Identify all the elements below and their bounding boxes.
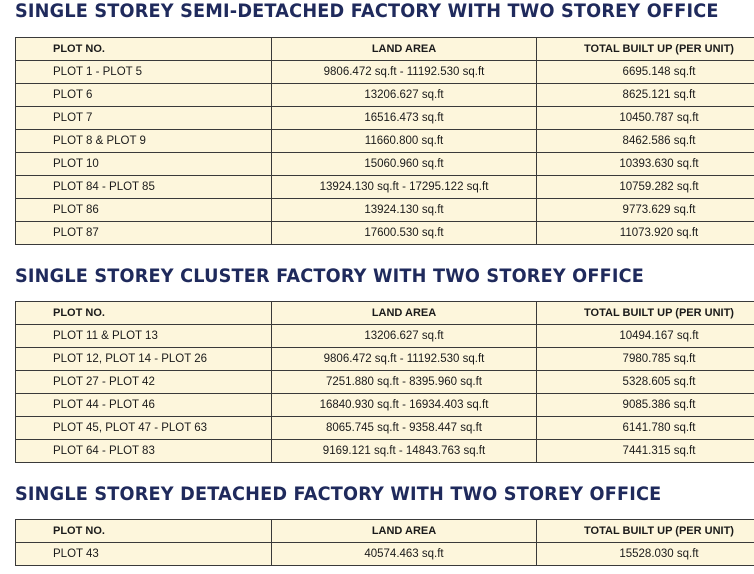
table-row bbox=[16, 394, 754, 417]
built-up-header: TOTAL BUILT UP (PER UNIT) bbox=[537, 38, 754, 61]
built-up-cell: 9085.386 sq.ft bbox=[537, 394, 754, 417]
plot-cell: PLOT 12, PLOT 14 - PLOT 26 bbox=[16, 348, 272, 371]
plot-no-header: PLOT NO. bbox=[16, 302, 272, 325]
plot-table bbox=[15, 301, 754, 463]
table-row bbox=[16, 348, 754, 371]
plot-cell: PLOT 6 bbox=[16, 84, 272, 107]
built-up-header: TOTAL BUILT UP (PER UNIT) bbox=[537, 302, 754, 325]
land-area-cell: 13924.130 sq.ft bbox=[272, 199, 537, 222]
built-up-cell: 6695.148 sq.ft bbox=[537, 61, 754, 84]
land-area-cell: 11660.800 sq.ft bbox=[272, 130, 537, 153]
plot-cell: PLOT 8 & PLOT 9 bbox=[16, 130, 272, 153]
built-up-cell: 8625.121 sq.ft bbox=[537, 84, 754, 107]
land-area-cell: 8065.745 sq.ft - 9358.447 sq.ft bbox=[272, 417, 537, 440]
table-row bbox=[16, 107, 754, 130]
built-up-cell: 11073.920 sq.ft bbox=[537, 222, 754, 245]
land-area-header: LAND AREA bbox=[272, 38, 537, 61]
table-row bbox=[16, 417, 754, 440]
table-header-row bbox=[16, 520, 754, 543]
land-area-header: LAND AREA bbox=[272, 302, 537, 325]
table-header-row bbox=[16, 38, 754, 61]
land-area-cell: 15060.960 sq.ft bbox=[272, 153, 537, 176]
table-row bbox=[16, 222, 754, 245]
built-up-cell: 10393.630 sq.ft bbox=[537, 153, 754, 176]
built-up-cell: 9773.629 sq.ft bbox=[537, 199, 754, 222]
land-area-cell: 9169.121 sq.ft - 14843.763 sq.ft bbox=[272, 440, 537, 463]
plot-no-header: PLOT NO. bbox=[16, 520, 272, 543]
land-area-cell: 13924.130 sq.ft - 17295.122 sq.ft bbox=[272, 176, 537, 199]
built-up-cell: 7980.785 sq.ft bbox=[537, 348, 754, 371]
land-area-cell: 16840.930 sq.ft - 16934.403 sq.ft bbox=[272, 394, 537, 417]
table-row bbox=[16, 440, 754, 463]
built-up-cell: 10494.167 sq.ft bbox=[537, 325, 754, 348]
table-row bbox=[16, 153, 754, 176]
section-title: SINGLE STOREY CLUSTER FACTORY WITH TWO STOREY OFFICE bbox=[15, 265, 645, 287]
plot-cell: PLOT 27 - PLOT 42 bbox=[16, 371, 272, 394]
plot-cell: PLOT 1 - PLOT 5 bbox=[16, 61, 272, 84]
table-row bbox=[16, 543, 754, 566]
plot-cell: PLOT 43 bbox=[16, 543, 272, 566]
built-up-header: TOTAL BUILT UP (PER UNIT) bbox=[537, 520, 754, 543]
land-area-cell: 9806.472 sq.ft - 11192.530 sq.ft bbox=[272, 61, 537, 84]
built-up-cell: 7441.315 sq.ft bbox=[537, 440, 754, 463]
built-up-cell: 8462.586 sq.ft bbox=[537, 130, 754, 153]
built-up-cell: 10450.787 sq.ft bbox=[537, 107, 754, 130]
section-title: SINGLE STOREY DETACHED FACTORY WITH TWO STOREY OFFICE bbox=[15, 483, 662, 505]
table-row bbox=[16, 176, 754, 199]
plot-cell: PLOT 86 bbox=[16, 199, 272, 222]
plot-cell: PLOT 11 & PLOT 13 bbox=[16, 325, 272, 348]
land-area-cell: 13206.627 sq.ft bbox=[272, 325, 537, 348]
built-up-cell: 6141.780 sq.ft bbox=[537, 417, 754, 440]
plot-table bbox=[15, 37, 754, 245]
table-row bbox=[16, 371, 754, 394]
plot-cell: PLOT 64 - PLOT 83 bbox=[16, 440, 272, 463]
plot-table bbox=[15, 519, 754, 566]
table-row bbox=[16, 130, 754, 153]
land-area-cell: 16516.473 sq.ft bbox=[272, 107, 537, 130]
table-row bbox=[16, 325, 754, 348]
built-up-cell: 5328.605 sq.ft bbox=[537, 371, 754, 394]
land-area-cell: 13206.627 sq.ft bbox=[272, 84, 537, 107]
plot-cell: PLOT 84 - PLOT 85 bbox=[16, 176, 272, 199]
table-row bbox=[16, 199, 754, 222]
plot-cell: PLOT 45, PLOT 47 - PLOT 63 bbox=[16, 417, 272, 440]
land-area-cell: 17600.530 sq.ft bbox=[272, 222, 537, 245]
land-area-header: LAND AREA bbox=[272, 520, 537, 543]
table-row bbox=[16, 61, 754, 84]
section-title: SINGLE STOREY SEMI-DETACHED FACTORY WITH TWO STOREY OFFICE bbox=[15, 0, 719, 22]
plot-cell: PLOT 7 bbox=[16, 107, 272, 130]
land-area-cell: 7251.880 sq.ft - 8395.960 sq.ft bbox=[272, 371, 537, 394]
plot-no-header: PLOT NO. bbox=[16, 38, 272, 61]
land-area-cell: 9806.472 sq.ft - 11192.530 sq.ft bbox=[272, 348, 537, 371]
land-area-cell: 40574.463 sq.ft bbox=[272, 543, 537, 566]
plot-cell: PLOT 44 - PLOT 46 bbox=[16, 394, 272, 417]
table-row bbox=[16, 84, 754, 107]
table-header-row bbox=[16, 302, 754, 325]
plot-cell: PLOT 87 bbox=[16, 222, 272, 245]
plot-cell: PLOT 10 bbox=[16, 153, 272, 176]
built-up-cell: 10759.282 sq.ft bbox=[537, 176, 754, 199]
built-up-cell: 15528.030 sq.ft bbox=[537, 543, 754, 566]
